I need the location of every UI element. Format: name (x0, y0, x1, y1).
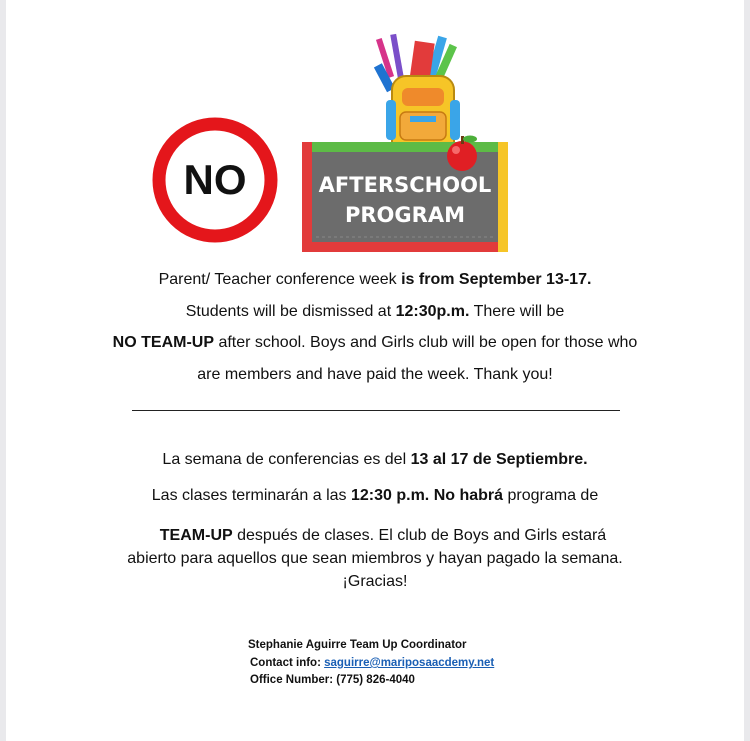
logo-line-afterschool: AFTERSCHOOL (318, 173, 492, 197)
no-sign-icon (152, 117, 278, 243)
spanish-line-3-text: después de clases. El club de Boys and Girls estará (232, 527, 607, 544)
contact-label: Contact info: (250, 657, 325, 669)
spanish-no-habra: No habrá (433, 487, 504, 504)
spanish-dates: 13 al 17 de Septiembre. (410, 451, 588, 468)
english-line-1 (0, 271, 750, 289)
spanish-line-4 (0, 550, 750, 568)
spanish-line-2-text: Las clases terminarán a las (151, 487, 351, 504)
spanish-line-2-tail: programa de (503, 487, 599, 504)
spanish-line-1 (0, 451, 750, 469)
no-sign-text: NO (183, 156, 247, 203)
spanish-team-up: TEAM-UP (159, 527, 233, 544)
english-line-3-text: after school. Boys and Girls club will be open for those who (214, 334, 638, 351)
english-line-2-tail: There will be (469, 303, 565, 320)
spanish-line-2 (0, 487, 750, 505)
english-line-4 (0, 366, 750, 384)
email-link[interactable]: saguirre@mariposaacdemy.net (324, 657, 495, 669)
spanish-line-5 (0, 573, 750, 591)
english-line-2 (0, 303, 750, 321)
office-number: Office Number: (775) 826-4040 (250, 674, 415, 686)
spanish-gracias: ¡Gracias! (342, 573, 408, 590)
contact-info (250, 657, 494, 669)
afterschool-program-logo (296, 30, 514, 256)
spanish-line-4-text: abierto para aquellos que sean miembros y hayan pagado la semana. (127, 550, 623, 567)
divider-line (132, 410, 620, 411)
english-line-2-text: Students will be dismissed at (185, 303, 396, 320)
english-no-team-up: NO TEAM-UP (112, 334, 214, 351)
coordinator-name: Stephanie Aguirre Team Up Coordinator (248, 639, 467, 651)
spanish-dismissal-time: 12:30 p.m. (350, 487, 430, 504)
english-line-3 (0, 334, 750, 352)
english-line-1-text: Parent/ Teacher conference week (158, 271, 402, 288)
spanish-line-3 (0, 527, 750, 545)
spanish-line-1-text: La semana de conferencias es del (162, 451, 411, 468)
english-dates: is from September 13-17. (401, 271, 592, 288)
english-dismissal-time: 12:30p.m. (395, 303, 470, 320)
english-line-4-text: are members and have paid the week. Thank you! (197, 366, 553, 383)
logo-line-program: PROGRAM (345, 203, 465, 227)
